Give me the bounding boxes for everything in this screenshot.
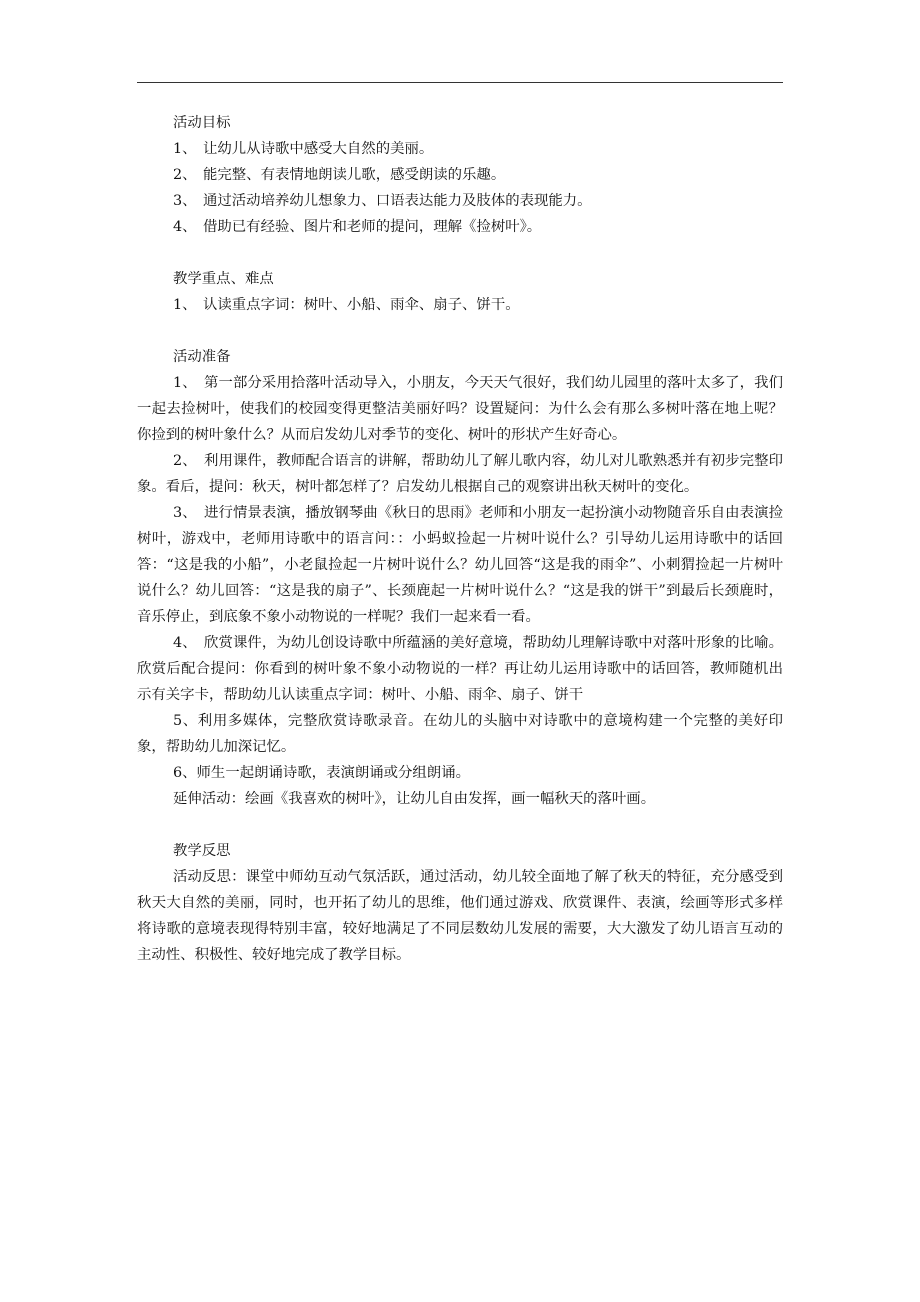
goal-item-text: 借助已有经验、图片和老师的提问，理解《捡树叶》。 xyxy=(203,219,542,235)
preparation-paragraph: 1、 第一部分采用拾落叶活动导入，小朋友，今天天气很好，我们幼儿园里的落叶太多了，我们一起去捡树叶，使我们的校园变得更整洁美丽好吗？设置疑问：为什么会有那么多树叶落在地上呢？你捡到的树叶象什么？从而启发幼儿对季节的变化、树叶的形状产生好奇心。 xyxy=(137,375,783,443)
extension-activity: 延伸活动：绘画《我喜欢的树叶》，让幼儿自由发挥，画一幅秋天的落叶画。 xyxy=(173,791,656,807)
goal-item xyxy=(137,188,783,214)
section-heading-reflection: 教学反思 xyxy=(173,843,231,859)
key-point-item-text: 认读重点字词：树叶、小船、雨伞、扇子、饼干。 xyxy=(203,297,520,313)
section-spacer xyxy=(137,318,783,344)
preparation-paragraph: 2、 利用课件，教师配合语言的讲解，帮助幼儿了解儿歌内容，幼儿对儿歌熟悉并有初步完整印象。看后，提问：秋天，树叶都怎样了？启发幼儿根据自己的观察讲出秋天树叶的变化。 xyxy=(137,453,783,495)
header-rule xyxy=(137,82,783,83)
preparation-paragraph: 6、师生一起朗诵诗歌，表演朗诵或分组朗诵。 xyxy=(173,765,470,781)
goal-item xyxy=(137,214,783,240)
section-heading-goals: 活动目标 xyxy=(173,115,231,131)
key-point-item xyxy=(137,292,783,318)
goal-item-text: 通过活动培养幼儿想象力、口语表达能力及肢体的表现能力。 xyxy=(203,193,592,209)
preparation-paragraph: 5、利用多媒体，完整欣赏诗歌录音。在幼儿的头脑中对诗歌中的意境构建一个完整的美好印象，帮助幼儿加深记忆。 xyxy=(137,713,783,755)
goal-item-text: 能完整、有表情地朗读儿歌，感受朗读的乐趣。 xyxy=(203,167,506,183)
section-spacer xyxy=(137,240,783,266)
goal-item xyxy=(137,136,783,162)
document-body xyxy=(137,110,783,968)
goal-item xyxy=(137,162,783,188)
section-heading-key-points: 教学重点、难点 xyxy=(173,271,274,287)
preparation-paragraph: 4、 欣赏课件，为幼儿创设诗歌中所蕴涵的美好意境，帮助幼儿理解诗歌中对落叶形象的比喻。欣赏后配合提问：你看到的树叶象不象小动物说的一样？再让幼儿运用诗歌中的话回答，教师随机出示有关字卡，帮助幼儿认读重点字词：树叶、小船、雨伞、扇子、饼干 xyxy=(137,635,783,703)
preparation-paragraph: 3、 进行情景表演，播放钢琴曲《秋日的思雨》老师和小朋友一起扮演小动物随音乐自由表演捡树叶，游戏中，老师用诗歌中的语言问：：小蚂蚁捡起一片树叶说什么？引导幼儿运用诗歌中的话回答：“这是我的小船”，小老鼠捡起一片树叶说什么？幼儿回答“这是我的雨伞”、小刺猬捡起一片树叶说什么？幼儿回答：“这是我的扇子”、长颈鹿起一片树叶说什么？“这是我的饼干”到最后长颈鹿时，音乐停止，到底象不象小动物说的一样呢？我们一起来看一看。 xyxy=(137,505,783,625)
reflection-paragraph: 活动反思：课堂中师幼互动气氛活跃，通过活动，幼儿较全面地了解了秋天的特征，充分感受到秋天大自然的美丽，同时，也开拓了幼儿的思维，他们通过游戏、欣赏课件、表演，绘画等形式多样将诗歌的意境表现得特别丰富，较好地满足了不同层数幼儿发展的需要，大大激发了幼儿语言互动的主动性、积极性、较好地完成了教学目标。 xyxy=(137,869,783,963)
goal-item-number: 2、 xyxy=(173,167,197,183)
key-point-item-number: 1、 xyxy=(173,297,197,313)
goal-item-text: 让幼儿从诗歌中感受大自然的美丽。 xyxy=(203,141,434,157)
goal-item-number: 3、 xyxy=(173,193,197,209)
goal-item-number: 4、 xyxy=(173,219,197,235)
goal-item-number: 1、 xyxy=(173,141,197,157)
section-spacer xyxy=(137,812,783,838)
section-heading-preparation: 活动准备 xyxy=(173,349,231,365)
